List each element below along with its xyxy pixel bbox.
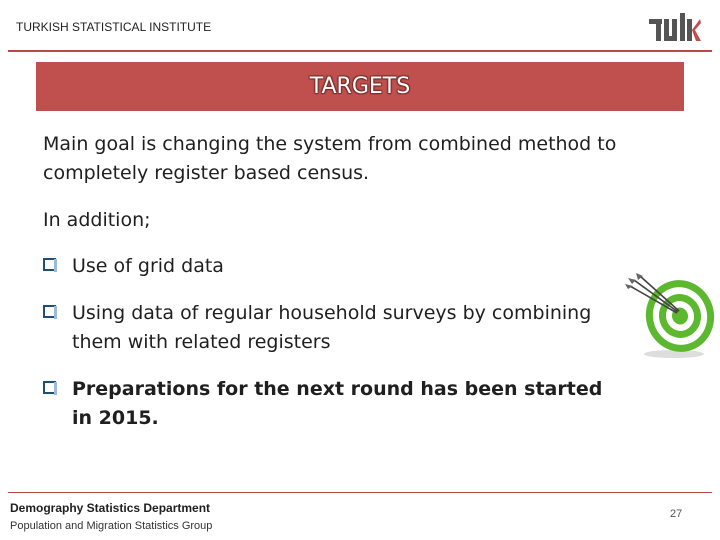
bullet-item bbox=[43, 299, 613, 357]
addition-paragraph: In addition; bbox=[43, 209, 151, 231]
page-number: 27 bbox=[670, 508, 683, 520]
bullet-item bbox=[43, 252, 603, 281]
bullet-item bbox=[43, 375, 603, 433]
footer-divider bbox=[8, 492, 712, 493]
checkbox-bullet-icon bbox=[43, 258, 56, 271]
title-banner bbox=[36, 62, 684, 111]
intro-paragraph: Main goal is changing the system from combined method to completely register based census. bbox=[43, 133, 617, 184]
header-divider bbox=[8, 50, 712, 52]
bullet-text: Preparations for the next round has been started in 2015. bbox=[72, 378, 603, 429]
tuik-logo bbox=[649, 13, 701, 43]
footer-department: Demography Statistics Department bbox=[10, 501, 211, 515]
target-arrows-icon bbox=[624, 272, 720, 360]
bullet-text: Using data of regular household surveys by combining them with related registers bbox=[72, 302, 592, 353]
org-name: TURKISH STATISTICAL INSTITUTE bbox=[16, 20, 212, 34]
slide-title: TARGETS bbox=[309, 74, 411, 99]
bullet-text: Use of grid data bbox=[72, 255, 224, 277]
checkbox-bullet-icon bbox=[43, 381, 56, 394]
footer-group: Population and Migration Statistics Group bbox=[10, 520, 213, 532]
checkbox-bullet-icon bbox=[43, 305, 56, 318]
